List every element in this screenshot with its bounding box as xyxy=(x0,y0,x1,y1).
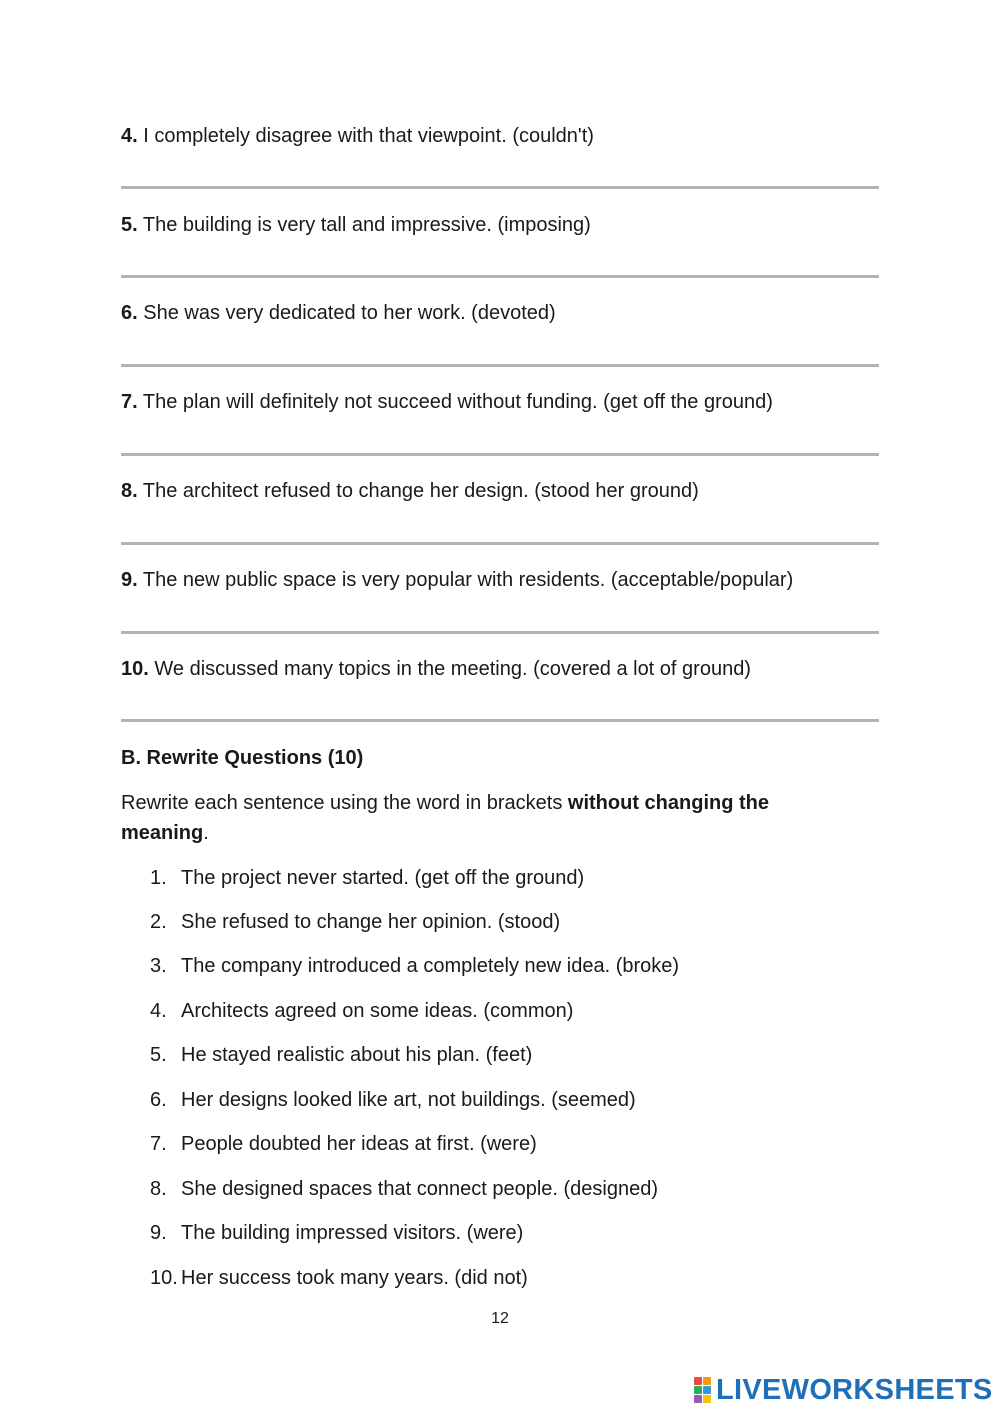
list-item xyxy=(150,1175,658,1203)
question-number: 5. xyxy=(121,214,138,236)
question-4 xyxy=(121,122,594,150)
list-item-text: People doubted her ideas at first. (were) xyxy=(181,1133,537,1155)
answer-line xyxy=(121,719,879,722)
section-b-instruction xyxy=(121,788,861,848)
list-item xyxy=(150,1130,537,1158)
list-item-number: 7. xyxy=(150,1133,167,1155)
question-text: The new public space is very popular with residents. (acceptable/popular) xyxy=(137,569,794,591)
list-item-number: 1. xyxy=(150,867,167,889)
question-5 xyxy=(121,211,591,239)
liveworksheets-logo[interactable] xyxy=(694,1372,993,1408)
list-item-number: 6. xyxy=(150,1089,167,1111)
list-item-text: She refused to change her opinion. (stood) xyxy=(181,911,561,933)
list-item xyxy=(150,864,584,892)
logo-mark-icon xyxy=(694,1377,712,1403)
question-number: 8. xyxy=(121,480,138,502)
list-item xyxy=(150,997,573,1025)
section-b-title: B. Rewrite Questions (10) xyxy=(121,747,364,769)
list-item-number: 8. xyxy=(150,1178,167,1200)
question-number: 4. xyxy=(121,125,138,147)
answer-line xyxy=(121,275,879,278)
question-number: 9. xyxy=(121,569,138,591)
list-item xyxy=(150,1264,528,1292)
answer-line xyxy=(121,364,879,367)
instruction-text: Rewrite each sentence using the word in brackets xyxy=(121,792,568,814)
instruction-emphasis: without changing the meaning xyxy=(121,792,769,844)
question-number: 6. xyxy=(121,302,138,324)
list-item-number: 2. xyxy=(150,911,167,933)
list-item-number: 4. xyxy=(150,1000,167,1022)
answer-line xyxy=(121,542,879,545)
list-item xyxy=(150,1041,532,1069)
question-6 xyxy=(121,299,556,327)
list-item-text: Her designs looked like art, not buildings. (seemed) xyxy=(181,1089,636,1111)
list-item-text: She designed spaces that connect people. (designed) xyxy=(181,1178,659,1200)
list-item xyxy=(150,1219,523,1247)
question-text: She was very dedicated to her work. (devoted) xyxy=(137,302,556,324)
question-text: The plan will definitely not succeed without funding. (get off the ground) xyxy=(137,391,773,413)
list-item-text: The building impressed visitors. (were) xyxy=(181,1222,524,1244)
list-item-number: 5. xyxy=(150,1044,167,1066)
list-item-text: He stayed realistic about his plan. (feet) xyxy=(181,1044,533,1066)
logo-wordmark: LIVEWORKSHEETS xyxy=(716,1373,993,1406)
list-item xyxy=(150,1086,636,1114)
list-item-number: 10. xyxy=(150,1267,178,1289)
list-item-text: Architects agreed on some ideas. (common) xyxy=(181,1000,574,1022)
list-item-number: 3. xyxy=(150,955,167,977)
question-text: The architect refused to change her design. (stood her ground) xyxy=(137,480,699,502)
answer-line xyxy=(121,453,879,456)
question-number: 10. xyxy=(121,658,149,680)
list-item-text: The project never started. (get off the ground) xyxy=(181,867,585,889)
question-text: The building is very tall and impressive. (imposing) xyxy=(137,214,591,236)
question-9 xyxy=(121,566,793,594)
question-text: I completely disagree with that viewpoint. (couldn't) xyxy=(137,125,594,147)
answer-line xyxy=(121,186,879,189)
list-item xyxy=(150,908,560,936)
question-10 xyxy=(121,655,751,683)
list-item-number: 9. xyxy=(150,1222,167,1244)
page-number: 12 xyxy=(491,1310,509,1327)
list-item xyxy=(150,952,679,980)
list-item-text: Her success took many years. (did not) xyxy=(181,1267,528,1289)
instruction-end: . xyxy=(203,822,209,844)
answer-line xyxy=(121,631,879,634)
question-number: 7. xyxy=(121,391,138,413)
list-item-text: The company introduced a completely new idea. (broke) xyxy=(181,955,680,977)
question-7 xyxy=(121,388,773,416)
question-text: We discussed many topics in the meeting. (covered a lot of ground) xyxy=(148,658,751,680)
question-8 xyxy=(121,477,699,505)
